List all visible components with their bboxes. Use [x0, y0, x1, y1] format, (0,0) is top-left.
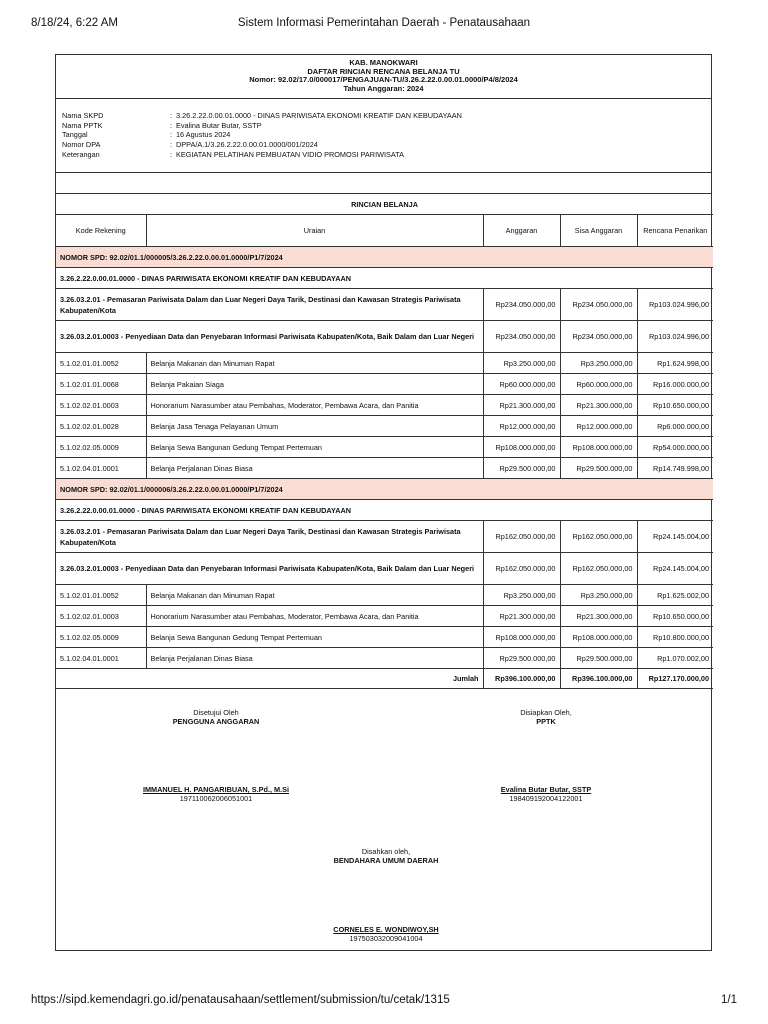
- rencana-value: Rp10.800.000,00: [637, 627, 713, 648]
- signature-role: PPTK: [536, 717, 556, 726]
- section-spacer: [56, 173, 711, 194]
- info-value: 16 Agustus 2024: [176, 130, 231, 140]
- anggaran-value: Rp234.050.000,00: [483, 289, 560, 321]
- print-footer: [31, 994, 737, 1008]
- sisa-value: Rp60.000.000,00: [560, 374, 637, 395]
- table-header-row: [56, 215, 713, 247]
- info-row-dpa: [62, 140, 705, 150]
- rencana-value: Rp1.625.002,00: [637, 585, 713, 606]
- anggaran-value: Rp162.050.000,00: [483, 553, 560, 585]
- info-label: Nama PPTK: [62, 120, 103, 130]
- col-sisa-anggaran: Sisa Anggaran: [560, 215, 637, 247]
- kode-rekening: 5.1.02.04.01.0001: [56, 458, 146, 479]
- signature-role: BENDAHARA UMUM DAERAH: [333, 856, 439, 865]
- program-name: 3.26.03.2.01 - Pemasaran Pariwisata Dalam dan Luar Negeri Daya Tarik, Destinasi dan Kawasan Strategis Pariwisata Kabupaten/Kota: [56, 289, 483, 321]
- total-anggaran: Rp396.100.000,00: [483, 669, 560, 689]
- rencana-value: Rp6.000.000,00: [637, 416, 713, 437]
- header-doc-number: Nomor: 92.02/17.0/000017/PENGAJUAN-TU/3.26.2.22.0.00.01.0000/P4/8/2024: [249, 75, 518, 85]
- table-row: [56, 395, 713, 416]
- info-colon: :: [170, 149, 173, 159]
- info-colon: :: [170, 130, 173, 140]
- uraian: Honorarium Narasumber atau Pembahas, Moderator, Pembawa Acara, dan Panitia: [146, 606, 483, 627]
- spd-number: NOMOR SPD: 92.02/01.1/000005/3.26.2.22.0.00.01.0000/P1/7/2024: [56, 247, 713, 268]
- rencana-value: Rp54.000.000,00: [637, 437, 713, 458]
- signatory-name: IMMANUEL H. PANGARIBUAN, S.Pd., M.Si: [142, 785, 290, 794]
- program-row: [56, 521, 713, 553]
- info-label: Keterangan: [62, 149, 100, 159]
- anggaran-value: Rp21.300.000,00: [483, 395, 560, 416]
- document-sheet: [55, 54, 712, 951]
- signature-section: [56, 689, 711, 989]
- rencana-value: Rp24.145.004,00: [637, 553, 713, 585]
- signatory-name: CORNELES E. WONDIWOY,SH: [333, 925, 439, 934]
- sisa-value: Rp3.250.000,00: [560, 353, 637, 374]
- kode-rekening: 5.1.02.02.05.0009: [56, 627, 146, 648]
- rencana-value: Rp103.024.996,00: [637, 289, 713, 321]
- skpd-name: 3.26.2.22.0.00.01.0000 - DINAS PARIWISATA EKONOMI KREATIF DAN KEBUDAYAAN: [56, 500, 713, 521]
- sisa-value: Rp21.300.000,00: [560, 395, 637, 416]
- kode-rekening: 5.1.02.02.01.0003: [56, 606, 146, 627]
- kode-rekening: 5.1.02.02.01.0003: [56, 395, 146, 416]
- signature-caption: Disahkan oleh,: [361, 847, 411, 856]
- sisa-value: Rp29.500.000,00: [560, 648, 637, 669]
- program-row: [56, 289, 713, 321]
- kegiatan-row: [56, 553, 713, 585]
- kode-rekening: 5.1.02.01.01.0068: [56, 374, 146, 395]
- sisa-value: Rp162.050.000,00: [560, 553, 637, 585]
- info-colon: :: [170, 120, 173, 130]
- anggaran-value: Rp234.050.000,00: [483, 321, 560, 353]
- kegiatan-row: [56, 321, 713, 353]
- skpd-row: [56, 500, 713, 521]
- uraian: Belanja Perjalanan Dinas Biasa: [146, 458, 483, 479]
- kode-rekening: 5.1.02.01.01.0052: [56, 353, 146, 374]
- total-row: [56, 669, 713, 689]
- col-uraian: Uraian: [146, 215, 483, 247]
- signatory-nip: 198409192004122001: [509, 794, 583, 803]
- skpd-name: 3.26.2.22.0.00.01.0000 - DINAS PARIWISATA EKONOMI KREATIF DAN KEBUDAYAAN: [56, 268, 713, 289]
- uraian: Belanja Sewa Bangunan Gedung Tempat Pertemuan: [146, 437, 483, 458]
- print-datetime: 8/18/24, 6:22 AM: [31, 17, 118, 29]
- table-row: [56, 437, 713, 458]
- sisa-value: Rp29.500.000,00: [560, 458, 637, 479]
- skpd-row: [56, 268, 713, 289]
- spd-number-row: [56, 479, 713, 500]
- anggaran-value: Rp60.000.000,00: [483, 374, 560, 395]
- sisa-value: Rp3.250.000,00: [560, 585, 637, 606]
- info-row-pptk: [62, 121, 705, 131]
- sisa-value: Rp108.000.000,00: [560, 627, 637, 648]
- kode-rekening: 5.1.02.02.05.0009: [56, 437, 146, 458]
- total-sisa: Rp396.100.000,00: [560, 669, 637, 689]
- sisa-value: Rp12.000.000,00: [560, 416, 637, 437]
- rencana-value: Rp10.650.000,00: [637, 606, 713, 627]
- rencana-value: Rp14.749.998,00: [637, 458, 713, 479]
- col-kode-rekening: Kode Rekening: [56, 215, 146, 247]
- signature-caption: Disetujui Oleh: [193, 708, 239, 717]
- sisa-value: Rp108.000.000,00: [560, 437, 637, 458]
- sisa-value: Rp234.050.000,00: [560, 289, 637, 321]
- info-section: [56, 99, 711, 173]
- uraian: Belanja Perjalanan Dinas Biasa: [146, 648, 483, 669]
- total-label: Jumlah: [56, 669, 483, 689]
- kode-rekening: 5.1.02.02.01.0028: [56, 416, 146, 437]
- anggaran-value: Rp108.000.000,00: [483, 627, 560, 648]
- anggaran-value: Rp3.250.000,00: [483, 353, 560, 374]
- spd-number: NOMOR SPD: 92.02/01.1/000006/3.26.2.22.0.00.01.0000/P1/7/2024: [56, 479, 713, 500]
- table-row: [56, 627, 713, 648]
- anggaran-value: Rp3.250.000,00: [483, 585, 560, 606]
- anggaran-value: Rp29.500.000,00: [483, 458, 560, 479]
- anggaran-value: Rp12.000.000,00: [483, 416, 560, 437]
- program-name: 3.26.03.2.01 - Pemasaran Pariwisata Dalam dan Luar Negeri Daya Tarik, Destinasi dan Kawasan Strategis Pariwisata Kabupaten/Kota: [56, 521, 483, 553]
- anggaran-value: Rp162.050.000,00: [483, 521, 560, 553]
- uraian: Belanja Pakaian Siaga: [146, 374, 483, 395]
- info-label: Nama SKPD: [62, 111, 104, 120]
- sisa-value: Rp162.050.000,00: [560, 521, 637, 553]
- sisa-value: Rp21.300.000,00: [560, 606, 637, 627]
- table-title-row: [56, 194, 713, 215]
- signature-bendahara: [266, 847, 506, 865]
- uraian: Belanja Sewa Bangunan Gedung Tempat Pertemuan: [146, 627, 483, 648]
- info-colon: :: [170, 111, 173, 120]
- print-header: [31, 17, 737, 31]
- signatory-bendahara: [266, 925, 506, 943]
- kode-rekening: 5.1.02.01.01.0052: [56, 585, 146, 606]
- rencana-value: Rp1.070.002,00: [637, 648, 713, 669]
- info-value: DPPA/A.1/3.26.2.22.0.00.01.0000/001/2024: [176, 140, 318, 150]
- table-row: [56, 606, 713, 627]
- header-fiscal-year: Tahun Anggaran: 2024: [343, 83, 424, 93]
- info-label: Tanggal: [62, 130, 88, 140]
- signature-pptk: [436, 708, 656, 726]
- info-value: KEGIATAN PELATIHAN PEMBUATAN VIDIO PROMOSI PARIWISATA: [176, 149, 404, 159]
- info-row-keterangan: [62, 150, 705, 160]
- sisa-value: Rp234.050.000,00: [560, 321, 637, 353]
- table-row: [56, 458, 713, 479]
- table-row: [56, 648, 713, 669]
- rencana-value: Rp10.650.000,00: [637, 395, 713, 416]
- print-page-number: 1/1: [721, 994, 737, 1006]
- anggaran-value: Rp108.000.000,00: [483, 437, 560, 458]
- info-colon: :: [170, 140, 173, 150]
- kegiatan-name: 3.26.03.2.01.0003 - Penyediaan Data dan Penyebaran Informasi Pariwisata Kabupaten/Kota, Baik Dalam dan Luar Negeri: [56, 321, 483, 353]
- kode-rekening: 5.1.02.04.01.0001: [56, 648, 146, 669]
- uraian: Belanja Jasa Tenaga Pelayanan Umum: [146, 416, 483, 437]
- rencana-value: Rp16.000.000,00: [637, 374, 713, 395]
- info-row-skpd: [62, 111, 705, 121]
- signature-pengguna-anggaran: [116, 708, 316, 726]
- info-value: Evalina Butar Butar, SSTP: [176, 120, 262, 130]
- total-rencana: Rp127.170.000,00: [637, 669, 713, 689]
- rencana-value: Rp103.024.996,00: [637, 321, 713, 353]
- rincian-belanja-table: [56, 194, 713, 689]
- signatory-pengguna-anggaran: [116, 785, 316, 803]
- uraian: Honorarium Narasumber atau Pembahas, Moderator, Pembawa Acara, dan Panitia: [146, 395, 483, 416]
- info-value: 3.26.2.22.0.00.01.0000 - DINAS PARIWISATA EKONOMI KREATIF DAN KEBUDAYAAN: [176, 111, 462, 120]
- signature-caption: Disiapkan Oleh,: [520, 708, 572, 717]
- table-row: [56, 585, 713, 606]
- signatory-nip: 197110062006051001: [179, 794, 253, 803]
- table-row: [56, 353, 713, 374]
- signatory-name: Evalina Butar Butar, SSTP: [500, 785, 592, 794]
- print-url[interactable]: https://sipd.kemendagri.go.id/penatausahaan/settlement/submission/tu/cetak/1315: [31, 994, 450, 1006]
- table-row: [56, 374, 713, 395]
- uraian: Belanja Makanan dan Minuman Rapat: [146, 585, 483, 606]
- anggaran-value: Rp21.300.000,00: [483, 606, 560, 627]
- info-row-tanggal: [62, 130, 705, 140]
- table-row: [56, 416, 713, 437]
- rencana-value: Rp24.145.004,00: [637, 521, 713, 553]
- print-title: Sistem Informasi Pemerintahan Daerah - Penatausahaan: [237, 17, 531, 29]
- table-title: RINCIAN BELANJA: [56, 194, 713, 215]
- signatory-pptk: [436, 785, 656, 803]
- info-label: Nomor DPA: [62, 140, 101, 150]
- signatory-nip: 197503032009041004: [349, 934, 423, 943]
- anggaran-value: Rp29.500.000,00: [483, 648, 560, 669]
- header-doc-title: DAFTAR RINCIAN RENCANA BELANJA TU: [307, 66, 460, 76]
- header-region: KAB. MANOKWARI: [349, 58, 418, 67]
- rencana-value: Rp1.624.998,00: [637, 353, 713, 374]
- spd-number-row: [56, 247, 713, 268]
- col-rencana-penarikan: Rencana Penarikan: [637, 215, 713, 247]
- kegiatan-name: 3.26.03.2.01.0003 - Penyediaan Data dan Penyebaran Informasi Pariwisata Kabupaten/Kota, Baik Dalam dan Luar Negeri: [56, 553, 483, 585]
- signature-role: PENGGUNA ANGGARAN: [172, 717, 260, 726]
- uraian: Belanja Makanan dan Minuman Rapat: [146, 353, 483, 374]
- col-anggaran: Anggaran: [483, 215, 560, 247]
- document-header: [56, 55, 711, 99]
